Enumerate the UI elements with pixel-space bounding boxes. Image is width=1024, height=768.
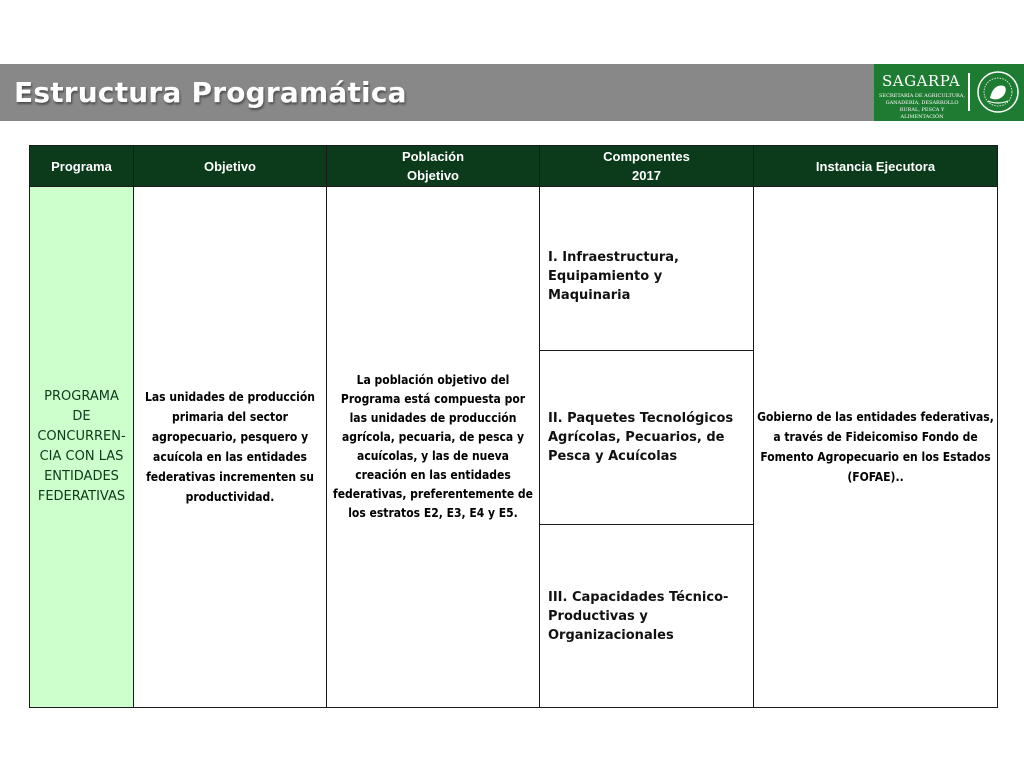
header-poblacion-line2: Objetivo: [406, 168, 459, 183]
objetivo-cell: Las unidades de producción primaria del sector agropecuario, pesquero y acuícola en las entidades federativas incrementen su productividad.: [134, 187, 327, 708]
header-instancia: Instancia Ejecutora: [754, 146, 998, 187]
header-objetivo: Objetivo: [134, 146, 327, 187]
componente-3: III. Capacidades Técnico-Productivas y Organizacionales: [540, 525, 754, 708]
page-title: Estructura Programática: [14, 76, 407, 109]
programa-cell: PROGRAMA DE CONCURREN-CIA CON LAS ENTIDADES FEDERATIVAS: [30, 187, 134, 708]
poblacion-cell: La población objetivo del Programa está compuesta por las unidades de producción agrícola, pecuaria, de pesca y acuícolas, y las de nueva creación en las entidades federativas, preferentemente de los estratos E2, E3, E4 y E5.: [327, 187, 540, 708]
header-poblacion-line1: Población: [401, 149, 465, 164]
logo-name: SAGARPA: [882, 72, 961, 90]
header-componentes-line1: Componentes: [603, 149, 690, 164]
header-componentes-line2: 2017: [632, 168, 661, 183]
header-componentes: [540, 146, 754, 187]
componente-1: I. Infraestructura, Equipamiento y Maquinaria: [540, 187, 754, 351]
mexico-seal-icon: [976, 70, 1020, 114]
componente-2: II. Paquetes Tecnológicos Agrícolas, Pecuarios, de Pesca y Acuícolas: [540, 351, 754, 525]
sagarpa-logo: [874, 64, 1024, 121]
header-programa: Programa: [30, 146, 134, 187]
header-poblacion: [327, 146, 540, 187]
instancia-cell: Gobierno de las entidades federativas, a través de Fideicomiso Fondo de Fomento Agropecuario en los Estados (FOFAE)..: [754, 187, 998, 708]
logo-subtitle: SECRETARÍA DE AGRICULTURA, GANADERÍA, DESARROLLO RURAL, PESCA Y ALIMENTACIÓN: [879, 93, 965, 120]
program-structure-table: [29, 145, 998, 708]
logo-divider: [968, 73, 970, 111]
